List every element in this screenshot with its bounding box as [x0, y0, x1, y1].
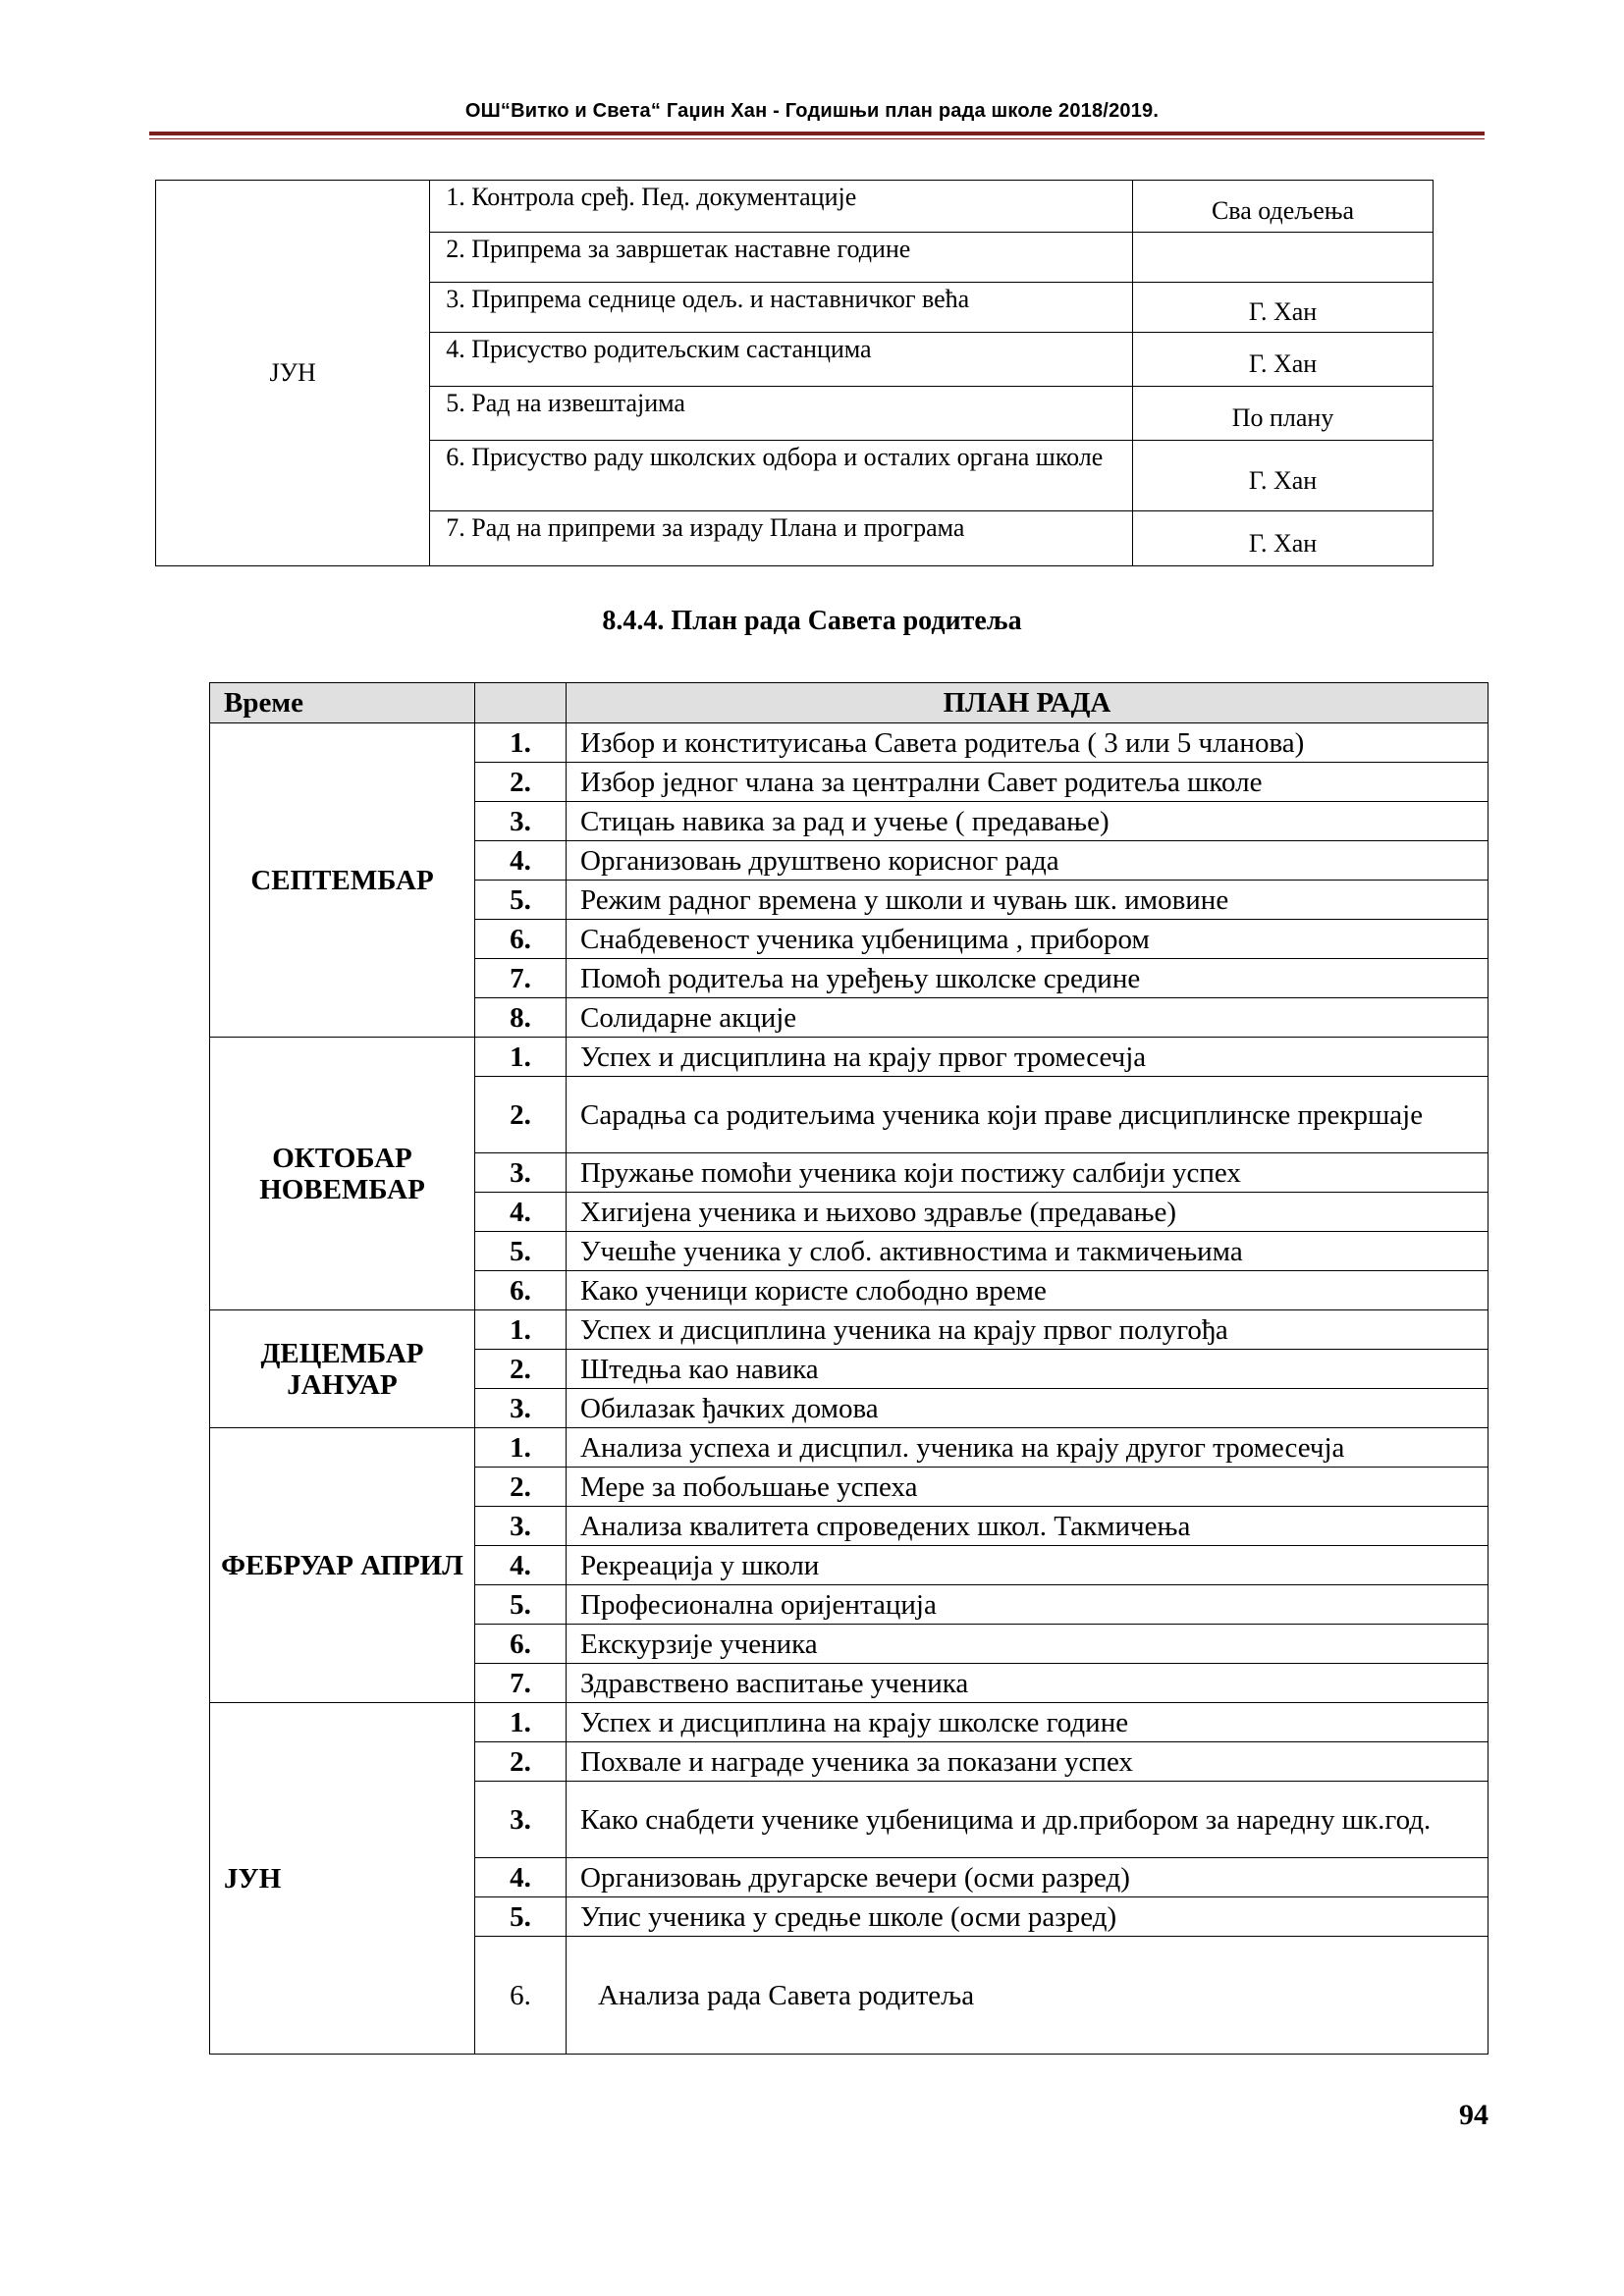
item-number: 2. — [475, 1350, 567, 1389]
item-number: 5. — [475, 1585, 567, 1625]
item-number: 1. — [475, 1428, 567, 1468]
table-location-cell: Г. Хан — [1133, 441, 1434, 511]
item-text: Организовањ другарске вечери (осми разред) — [567, 1858, 1489, 1897]
item-number: 6. — [475, 920, 567, 959]
page-number: 94 — [1459, 2099, 1489, 2131]
item-number: 3. — [475, 1507, 567, 1546]
item-number: 6. — [475, 1937, 567, 2055]
month-cell: СЕПТЕМБАР — [210, 723, 475, 1038]
item-number: 5. — [475, 1232, 567, 1271]
table-task-cell: 2. Припрема за завршетак наставне године — [430, 233, 1133, 283]
item-text: Организовањ друштвено корисног рада — [567, 841, 1489, 881]
item-number: 8. — [475, 998, 567, 1038]
item-text: Успех и дисциплина ученика на крају првог полугођа — [567, 1310, 1489, 1350]
item-text: Стицањ навика за рад и учење ( предавање) — [567, 802, 1489, 841]
item-text: Успех и дисциплина на крају првог тромесечја — [567, 1038, 1489, 1077]
item-text: Упис ученика у средње школе (осми разред) — [567, 1897, 1489, 1937]
item-text: Сарадња са родитељима ученика који праве дисциплинске прекршаје — [567, 1077, 1489, 1153]
item-text: Помоћ родитеља на уређењу школске средине — [567, 959, 1489, 998]
header-rule-thin — [149, 138, 1485, 139]
month-cell: ЈУН — [210, 1703, 475, 2055]
month-cell: ДЕЦЕМБАР ЈАНУАР — [210, 1310, 475, 1428]
table-location-cell: Г. Хан — [1133, 333, 1434, 387]
item-text: Солидарне акције — [567, 998, 1489, 1038]
item-text: Професионална оријентација — [567, 1585, 1489, 1625]
item-number: 1. — [475, 1703, 567, 1742]
item-number: 3. — [475, 802, 567, 841]
item-text: Рекреација у школи — [567, 1546, 1489, 1585]
header-rule-thick — [149, 132, 1485, 135]
month-cell: ФЕБРУАР АПРИЛ — [210, 1428, 475, 1703]
section-title: 8.4.4. План рада Савета родитеља — [602, 606, 1022, 636]
item-text: Екскурзије ученика — [567, 1625, 1489, 1664]
table-location-cell: По плану — [1133, 387, 1434, 441]
item-text: Здравствено васпитање ученика — [567, 1664, 1489, 1703]
item-number: 6. — [475, 1625, 567, 1664]
item-number: 2. — [475, 1742, 567, 1782]
table-location-cell — [1133, 233, 1434, 283]
item-number: 1. — [475, 1310, 567, 1350]
header-plan-cell: ПЛАН РАДА — [567, 683, 1489, 723]
item-text: Како ученици користе слободно време — [567, 1271, 1489, 1310]
item-number: 3. — [475, 1389, 567, 1428]
item-number: 7. — [475, 1664, 567, 1703]
table-task-cell: 3. Припрема седнице одељ. и наставничког већа — [430, 283, 1133, 333]
table-task-cell: 7. Рад на припреми за израду Плана и програма — [430, 511, 1133, 566]
item-text: Пружање помоћи ученика који постижу салбији успех — [567, 1153, 1489, 1193]
item-text: Похвале и награде ученика за показани успех — [567, 1742, 1489, 1782]
month-cell: ОКТОБАР НОВЕМБАР — [210, 1038, 475, 1310]
item-number: 6. — [475, 1271, 567, 1310]
table-task-cell: 1. Контрола срeђ. Пед. документације — [430, 181, 1133, 233]
item-text: Обилазак ђачких домова — [567, 1389, 1489, 1428]
page-header-title: ОШ“Витко и Света“ Гаџин Хан - Годишњи план рада школе 2018/2019. — [464, 100, 1160, 122]
item-text: Штедња као навика — [567, 1350, 1489, 1389]
item-number: 4. — [475, 1193, 567, 1232]
item-text: Мере за побољшање успеха — [567, 1468, 1489, 1507]
item-number: 3. — [475, 1153, 567, 1193]
parents-council-plan-table — [209, 682, 1489, 2055]
item-text: Хигијена ученика и њихово здравље (предавање) — [567, 1193, 1489, 1232]
item-text: Избор једног члана за централни Савет родитеља школе — [567, 763, 1489, 802]
item-text: Учешће ученика у слоб. активностима и такмичењима — [567, 1232, 1489, 1271]
table-task-cell: 5. Рад на извештајима — [430, 387, 1133, 441]
item-number: 5. — [475, 881, 567, 920]
item-text: Успех и дисциплина на крају школске године — [567, 1703, 1489, 1742]
item-text: Снабдевеност ученика уџбеницима , прибором — [567, 920, 1489, 959]
table-location-cell: Г. Хан — [1133, 511, 1434, 566]
item-text: Како снабдети ученике уџбеницима и др.прибором за наредну шк.год. — [567, 1782, 1489, 1858]
item-number: 4. — [475, 1858, 567, 1897]
item-number: 2. — [475, 763, 567, 802]
item-number: 1. — [475, 1038, 567, 1077]
item-number: 2. — [475, 1468, 567, 1507]
table-location-cell: Сва одељења — [1133, 181, 1434, 233]
item-number: 4. — [475, 1546, 567, 1585]
item-number: 1. — [475, 723, 567, 763]
item-number: 3. — [475, 1782, 567, 1858]
table-location-cell: Г. Хан — [1133, 283, 1434, 333]
item-number: 5. — [475, 1897, 567, 1937]
item-number: 4. — [475, 841, 567, 881]
item-text: Режим радног времена у школи и чувањ шк. имовине — [567, 881, 1489, 920]
header-time-cell: Време — [210, 683, 475, 723]
table-task-cell: 6. Присуство раду школских одбора и осталих органа школе — [430, 441, 1133, 511]
header-blank-cell — [475, 683, 567, 723]
item-text: Анализа рада Савета родитеља — [567, 1937, 1489, 2055]
item-number: 2. — [475, 1077, 567, 1153]
item-text: Анализа квалитета спроведених школ. Такмичења — [567, 1507, 1489, 1546]
table-month-cell: ЈУН — [156, 181, 430, 566]
june-activities-table — [155, 180, 1434, 566]
item-text: Анализа успеха и дисцпил. ученика на крају другог тромесечја — [567, 1428, 1489, 1468]
item-text: Избор и конституисања Савета родитеља ( 3 или 5 чланова) — [567, 723, 1489, 763]
table-task-cell: 4. Присуство родитељским састанцима — [430, 333, 1133, 387]
item-number: 7. — [475, 959, 567, 998]
